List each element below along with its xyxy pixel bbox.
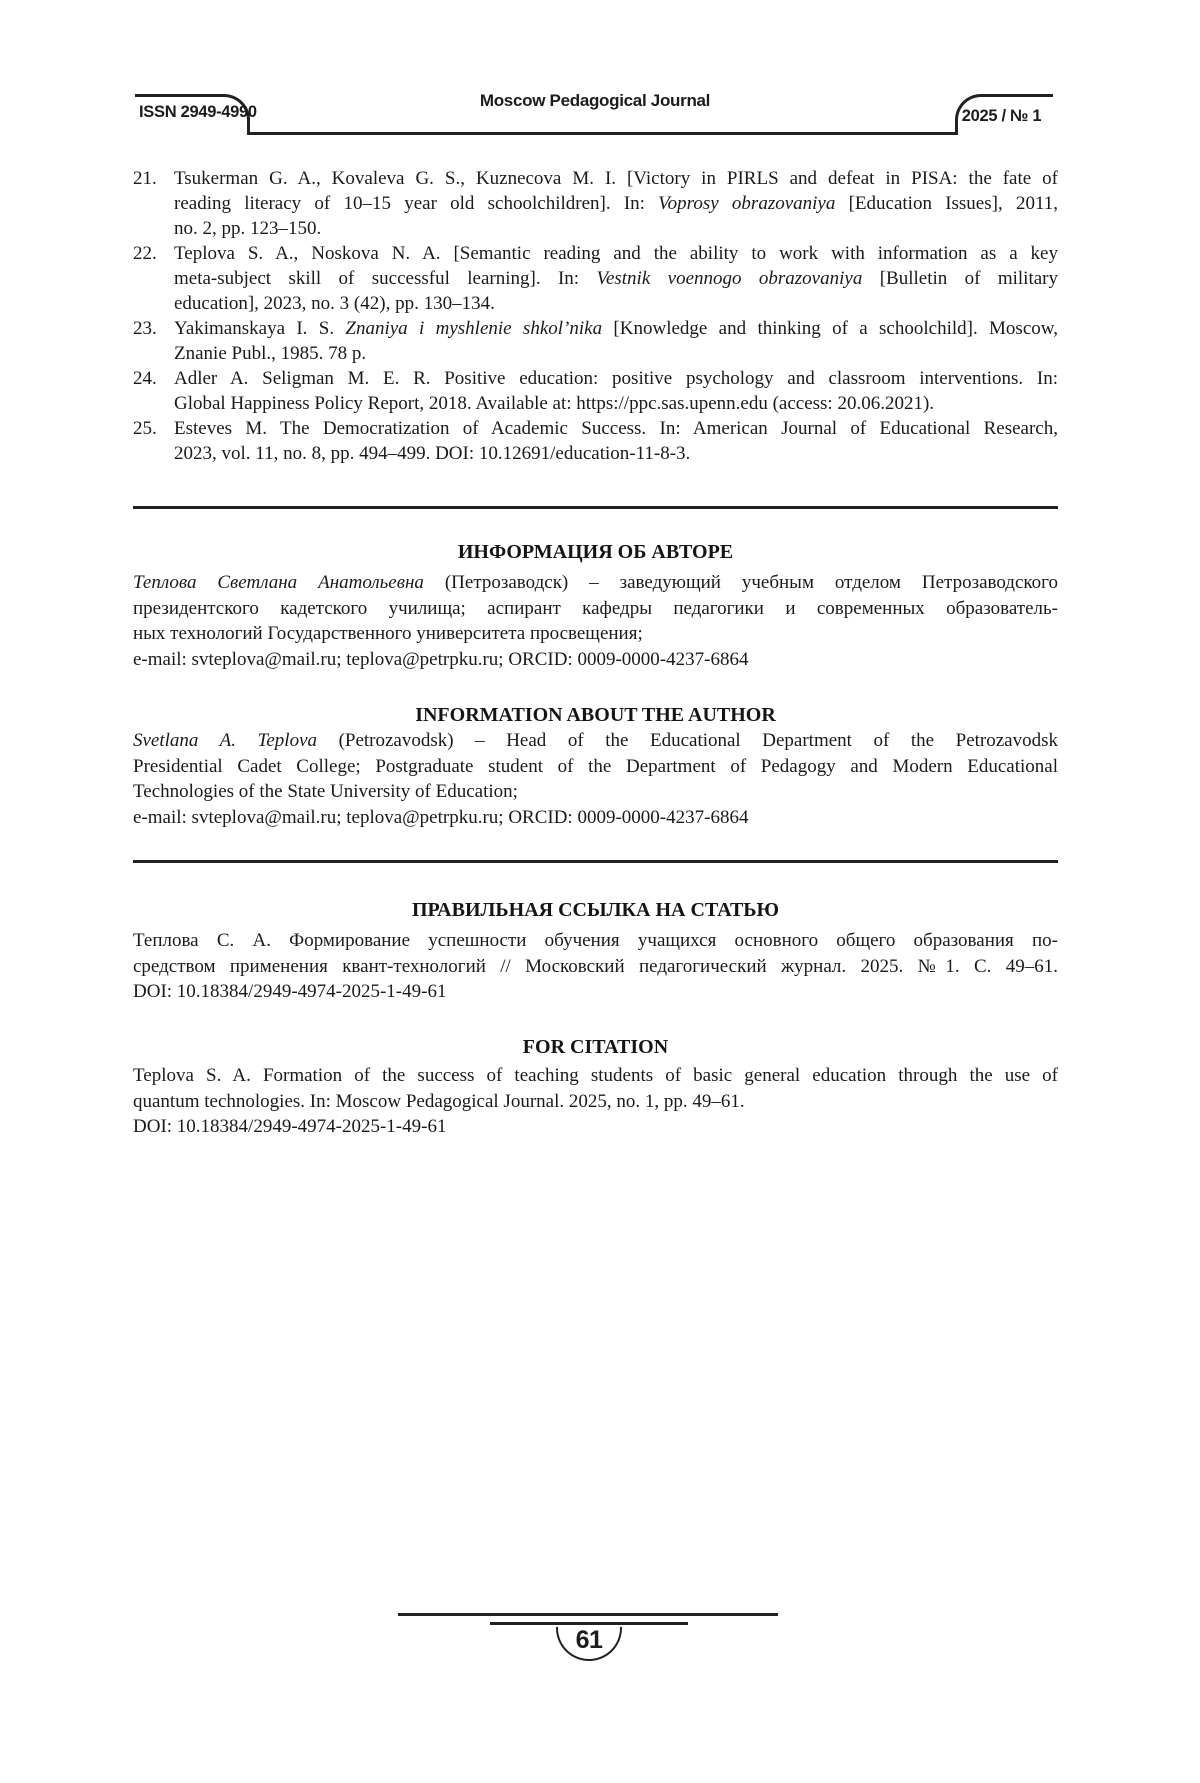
reference-line: Znanie Publ., 1985. 78 p. [174,343,367,364]
reference-line: reading literacy of 10–15 year old schoolchildren]. In: Voprosy obrazovaniya [Education Issues], 2011, [174,193,1058,214]
reference-item [133,416,1058,466]
italic-source-title: Voprosy obrazovaniya [658,193,836,214]
reference-item [133,366,1058,416]
italic-source-title: Znaniya i myshlenie shkol’nika [345,318,603,339]
header-rule [247,132,955,135]
reference-item [133,166,1058,241]
paragraph-line: Presidential Cadet College; Postgraduate student of the Department of Pedagogy and Modern Educational [133,755,1058,777]
paragraph-line: Svetlana A. Teplova (Petrozavodsk) – Head of the Educational Department of the Petrozavodsk [133,730,1059,751]
reference-list [133,166,1058,466]
reference-line: Esteves M. The Democratization of Academic Success. In: American Journal of Educational Research, [174,418,1058,439]
reference-line: no. 2, pp. 123–150. [174,218,322,239]
page-number-arc [556,1627,622,1661]
reference-number: 25. [133,418,157,439]
doi-line: DOI: 10.18384/2949-4974-2025-1-49-61 [133,981,447,1002]
email-orcid-line: e-mail: svteplova@mail.ru; teplova@petrpku.ru; ORCID: 0009-0000-4237-6864 [133,648,749,670]
section-heading-author-info-ru: ИНФОРМАЦИЯ ОБ АВТОРЕ [457,541,734,563]
citation-ru-paragraph [133,928,1058,1005]
paragraph-line: Teplova S. A. Formation of the success of teaching students of basic general education through the use of [133,1065,1058,1086]
issue-label: 2025 / № 1 [961,107,1042,125]
reference-line: Adler A. Seligman M. E. R. Positive education: positive psychology and classroom interventions. In: [174,368,1058,389]
reference-line: Teplova S. A., Noskova N. A. [Semantic reading and the ability to work with information as a key [174,243,1058,264]
author-name-italic: Svetlana A. Teplova [133,730,318,751]
author-info-ru-paragraph [133,570,1058,672]
reference-number: 22. [133,243,157,264]
author-name-italic: Теплова Светлана Анатольевна [133,572,424,593]
reference-item [133,316,1058,366]
doi-line: DOI: 10.18384/2949-4974-2025-1-49-61 [133,1116,447,1137]
reference-number: 21. [133,168,157,189]
footer-rule-long [398,1613,778,1616]
author-info-en-paragraph [133,728,1058,830]
email-orcid-line: e-mail: svteplova@mail.ru; teplova@petrpku.ru; ORCID: 0009-0000-4237-6864 [133,806,749,828]
paragraph-line: quantum technologies. In: Moscow Pedagogical Journal. 2025, no. 1, pp. 49–61. [133,1090,745,1112]
reference-text [174,166,1058,241]
reference-item [133,241,1058,316]
reference-text [174,316,1058,366]
reference-number: 24. [133,368,157,389]
citation-en-paragraph [133,1063,1058,1140]
footer-rule-short [490,1622,688,1625]
journal-title: Moscow Pedagogical Journal [479,91,711,110]
reference-text [174,416,1058,466]
paragraph-line: президентского кадетского училища; аспирант кафедры педагогики и современных образователь- [133,597,1058,619]
italic-source-title: Vestnik voennogo obrazovaniya [596,268,863,289]
reference-line: education], 2023, no. 3 (42), pp. 130–134. [174,293,495,314]
reference-line: meta-subject skill of successful learning]. In: Vestnik voennogo obrazovaniya [Bulletin of military [174,268,1058,289]
section-heading-citation-ru: ПРАВИЛЬНАЯ ССЫЛКА НА СТАТЬЮ [411,899,780,921]
paragraph-line: Technologies of the State University of Education; [133,781,518,802]
reference-line: Tsukerman G. A., Kovaleva G. S., Kuznecova M. I. [Victory in PIRLS and defeat in PISA: the fate of [174,168,1058,189]
issn-label: ISSN 2949-4990 [139,103,257,121]
reference-text [174,366,1058,416]
section-divider [133,860,1058,863]
reference-line: Yakimanskaya I. S. Znaniya i myshlenie shkol’nika [Knowledge and thinking of a schoolchild]. Moscow, [174,318,1059,339]
section-divider [133,506,1058,509]
reference-line: 2023, vol. 11, no. 8, pp. 494–499. DOI: 10.12691/education-11-8-3. [174,443,691,464]
paragraph-line: Теплова С. А. Формирование успешности обучения учащихся основного общего образования по- [133,930,1058,951]
reference-text [174,241,1058,316]
paragraph-line: Теплова Светлана Анатольевна (Петрозаводск) – заведующий учебным отделом Петрозаводского [133,572,1058,593]
section-heading-author-info-en: INFORMATION ABOUT THE AUTHOR [415,704,776,726]
reference-line: Global Happiness Policy Report, 2018. Available at: https://ppc.sas.upenn.edu (access: 20.06.2021). [174,393,935,414]
paragraph-line: средством применения квант-технологий // Московский педагогический журнал. 2025. №1. С. 49–61. [133,955,1058,977]
section-heading-citation-en: FOR CITATION [522,1036,669,1058]
paragraph-line: ных технологий Государственного университета просвещения; [133,623,643,644]
reference-number: 23. [133,318,157,339]
page-number: 61 [575,1626,603,1654]
